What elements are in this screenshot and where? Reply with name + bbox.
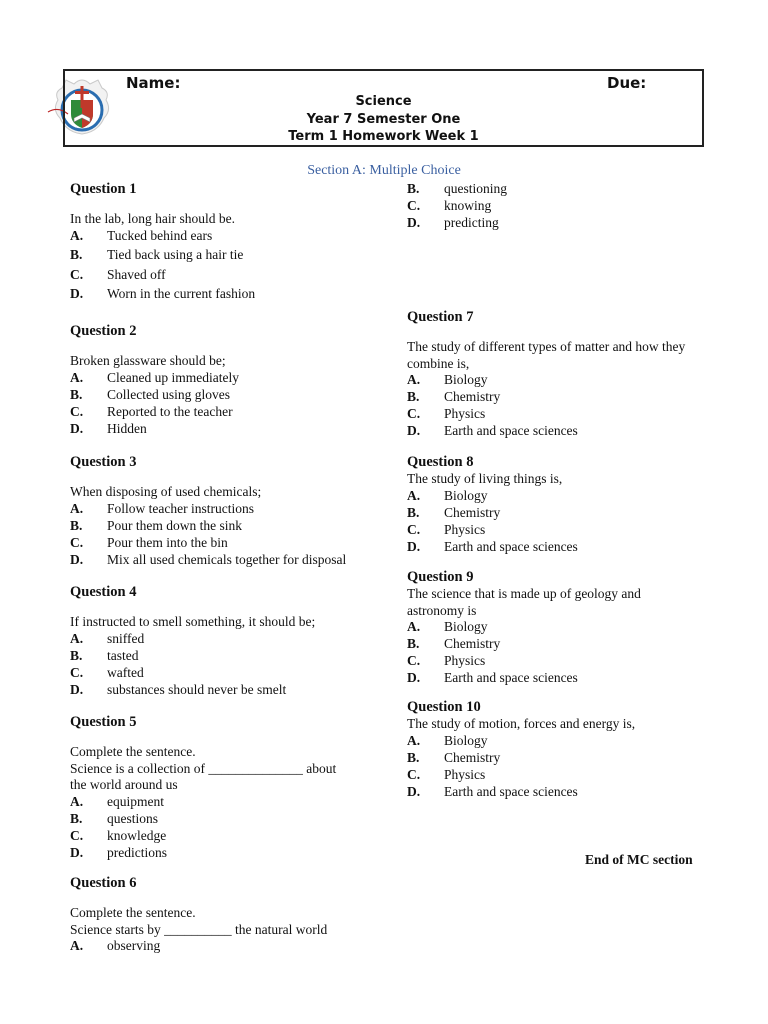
option-d[interactable] <box>407 670 662 687</box>
option-letter: A. <box>407 372 421 387</box>
option-c[interactable] <box>70 404 390 421</box>
option-letter: C. <box>407 653 421 668</box>
option-c[interactable] <box>407 198 727 215</box>
question-stem: The study of living things is, <box>407 471 563 486</box>
option-d[interactable] <box>70 552 390 569</box>
option-text: Physics <box>444 521 486 537</box>
option-text: Hidden <box>107 420 147 436</box>
year-semester-heading: Year 7 Semester One <box>306 112 461 127</box>
option-text: Physics <box>444 406 486 421</box>
option-text: Shaved off <box>107 266 166 282</box>
option-letter: D. <box>70 681 84 697</box>
option-letter: A. <box>70 500 84 516</box>
option-a[interactable] <box>70 631 390 648</box>
option-letter: C. <box>70 403 84 419</box>
option-text: Follow teacher instructions <box>107 500 254 516</box>
question-stem: In the lab, long hair should be. <box>70 211 235 226</box>
option-letter: C. <box>70 664 84 680</box>
question-2 <box>70 323 390 438</box>
question-6-continued <box>407 181 727 232</box>
question-stem: If instructed to smell something, it should be; <box>70 614 316 629</box>
option-text: Pour them into the bin <box>107 534 228 550</box>
option-letter: A. <box>70 938 84 953</box>
option-letter: B. <box>407 636 420 651</box>
option-text: Earth and space sciences <box>444 538 578 554</box>
option-letter: A. <box>407 732 421 748</box>
option-c[interactable] <box>70 665 390 682</box>
option-b[interactable] <box>70 518 390 535</box>
option-d[interactable] <box>407 784 727 801</box>
option-letter: C. <box>407 521 421 537</box>
option-letter: C. <box>407 766 421 782</box>
question-title: Question 3 <box>70 454 137 470</box>
option-text: Tied back using a hair tie <box>107 247 244 262</box>
question-stem: Broken glassware should be; <box>70 353 226 368</box>
option-c[interactable] <box>407 767 727 784</box>
question-stem: Science starts by __________ the natural world <box>70 921 328 937</box>
option-b[interactable] <box>70 811 390 828</box>
option-letter: D. <box>70 844 84 860</box>
option-text: sniffed <box>107 630 145 646</box>
option-letter: B. <box>70 517 83 533</box>
question-stem: The science that is made up of geology and astronomy is <box>407 586 641 618</box>
option-text: tasted <box>107 647 139 663</box>
option-text: questions <box>107 810 159 826</box>
option-text: substances should never be smelt <box>107 681 287 697</box>
option-text: Collected using gloves <box>107 386 230 402</box>
option-letter: C. <box>407 198 421 213</box>
end-of-section-note: End of MC section <box>585 852 693 867</box>
option-letter: D. <box>70 420 84 436</box>
option-text: Pour them down the sink <box>107 517 242 533</box>
option-c[interactable] <box>70 535 390 552</box>
option-d[interactable] <box>70 421 390 438</box>
option-b[interactable] <box>70 247 390 267</box>
left-column <box>70 181 390 961</box>
option-b[interactable] <box>407 750 727 767</box>
option-letter: A. <box>70 630 84 646</box>
option-text: equipment <box>107 793 164 809</box>
option-letter: C. <box>407 406 421 421</box>
option-text: knowing <box>444 198 492 213</box>
option-text: Earth and space sciences <box>444 783 578 799</box>
option-letter: A. <box>70 227 84 243</box>
question-stem: The study of different types of matter and how they combine is, <box>407 339 686 371</box>
option-d[interactable] <box>407 215 727 232</box>
question-5 <box>70 714 390 862</box>
question-6 <box>70 875 390 955</box>
header-box <box>63 69 704 147</box>
option-letter: C. <box>70 827 84 843</box>
option-letter: D. <box>407 670 421 685</box>
option-letter: A. <box>70 369 84 385</box>
question-stem: Science is a collection of ______________ about the world around us <box>70 760 337 792</box>
option-text: predictions <box>107 844 167 860</box>
question-title: Question 5 <box>70 714 137 730</box>
option-d[interactable] <box>70 682 390 699</box>
option-text: Chemistry <box>444 749 501 765</box>
question-stem: The study of motion, forces and energy is, <box>407 716 636 731</box>
option-d[interactable] <box>407 539 727 556</box>
question-title: Question 10 <box>407 699 481 715</box>
option-letter: C. <box>70 534 84 550</box>
option-text: Cleaned up immediately <box>107 369 239 385</box>
option-text: Chemistry <box>444 504 501 520</box>
due-label: Due: <box>607 74 647 92</box>
option-a[interactable] <box>407 372 687 389</box>
option-text: knowledge <box>107 827 167 843</box>
question-7 <box>407 309 687 440</box>
question-9 <box>407 569 662 687</box>
option-letter: B. <box>407 389 420 404</box>
option-letter: D. <box>407 423 421 438</box>
question-title: Question 9 <box>407 569 474 585</box>
option-b[interactable] <box>407 505 727 522</box>
option-text: questioning <box>444 181 507 196</box>
option-letter: C. <box>70 266 84 282</box>
option-letter: B. <box>70 647 83 663</box>
option-text: Biology <box>444 619 488 634</box>
option-letter: A. <box>407 487 421 503</box>
option-text: observing <box>107 938 161 953</box>
option-c[interactable] <box>407 653 662 670</box>
option-text: predicting <box>444 215 499 230</box>
option-text: Chemistry <box>444 389 501 404</box>
option-text: wafted <box>107 664 144 680</box>
question-stem: Complete the sentence. <box>70 905 196 920</box>
option-text: Physics <box>444 653 486 668</box>
question-title: Question 8 <box>407 454 474 470</box>
option-letter: B. <box>407 181 420 196</box>
option-a[interactable] <box>70 501 390 518</box>
question-stem: When disposing of used chemicals; <box>70 484 262 499</box>
question-1 <box>70 181 390 306</box>
option-text: Tucked behind ears <box>107 227 213 243</box>
question-title: Question 1 <box>70 181 137 197</box>
option-a[interactable] <box>70 938 390 955</box>
question-title: Question 6 <box>70 875 137 891</box>
option-b[interactable] <box>70 648 390 665</box>
option-letter: B. <box>70 386 83 402</box>
option-d[interactable] <box>70 845 390 862</box>
option-text: Worn in the current fashion <box>107 286 256 301</box>
option-c[interactable] <box>407 522 727 539</box>
option-c[interactable] <box>407 406 687 423</box>
option-text: Earth and space sciences <box>444 670 578 685</box>
question-title: Question 2 <box>70 323 137 339</box>
option-letter: A. <box>407 619 421 634</box>
option-a[interactable] <box>407 488 727 505</box>
section-title: Section A: Multiple Choice <box>307 163 461 178</box>
option-letter: D. <box>407 783 421 799</box>
option-text: Biology <box>444 732 488 748</box>
question-stem: Complete the sentence. <box>70 744 196 759</box>
option-letter: D. <box>407 538 421 554</box>
name-label: Name: <box>126 74 181 92</box>
option-c[interactable] <box>70 267 390 287</box>
option-b[interactable] <box>407 181 727 198</box>
question-title: Question 7 <box>407 309 474 325</box>
option-a[interactable] <box>70 794 390 811</box>
option-letter: D. <box>407 215 421 230</box>
term-week-heading: Term 1 Homework Week 1 <box>288 129 479 144</box>
option-a[interactable] <box>70 228 390 248</box>
option-a[interactable] <box>407 733 727 750</box>
option-letter: B. <box>70 247 83 262</box>
option-text: Reported to the teacher <box>107 403 233 419</box>
question-4 <box>70 584 390 699</box>
option-text: Biology <box>444 372 488 387</box>
option-text: Chemistry <box>444 636 501 651</box>
option-text: Biology <box>444 487 488 503</box>
option-letter: B. <box>70 810 83 826</box>
option-b[interactable] <box>70 387 390 404</box>
option-letter: D. <box>70 551 84 567</box>
question-8 <box>407 454 727 556</box>
option-letter: D. <box>70 286 84 301</box>
option-text: Mix all used chemicals together for disposal <box>107 551 347 567</box>
option-d[interactable] <box>70 286 390 306</box>
right-column <box>407 181 727 821</box>
subject-heading: Science <box>355 94 412 109</box>
option-d[interactable] <box>407 423 687 440</box>
option-letter: B. <box>407 504 420 520</box>
question-10 <box>407 699 727 801</box>
option-text: Physics <box>444 766 486 782</box>
option-text: Earth and space sciences <box>444 423 578 438</box>
question-3 <box>70 454 390 569</box>
option-b[interactable] <box>407 389 687 406</box>
option-c[interactable] <box>70 828 390 845</box>
question-title: Question 4 <box>70 584 137 600</box>
option-letter: A. <box>70 793 84 809</box>
option-a[interactable] <box>70 370 390 387</box>
option-letter: B. <box>407 749 420 765</box>
option-b[interactable] <box>407 636 662 653</box>
option-a[interactable] <box>407 619 662 636</box>
